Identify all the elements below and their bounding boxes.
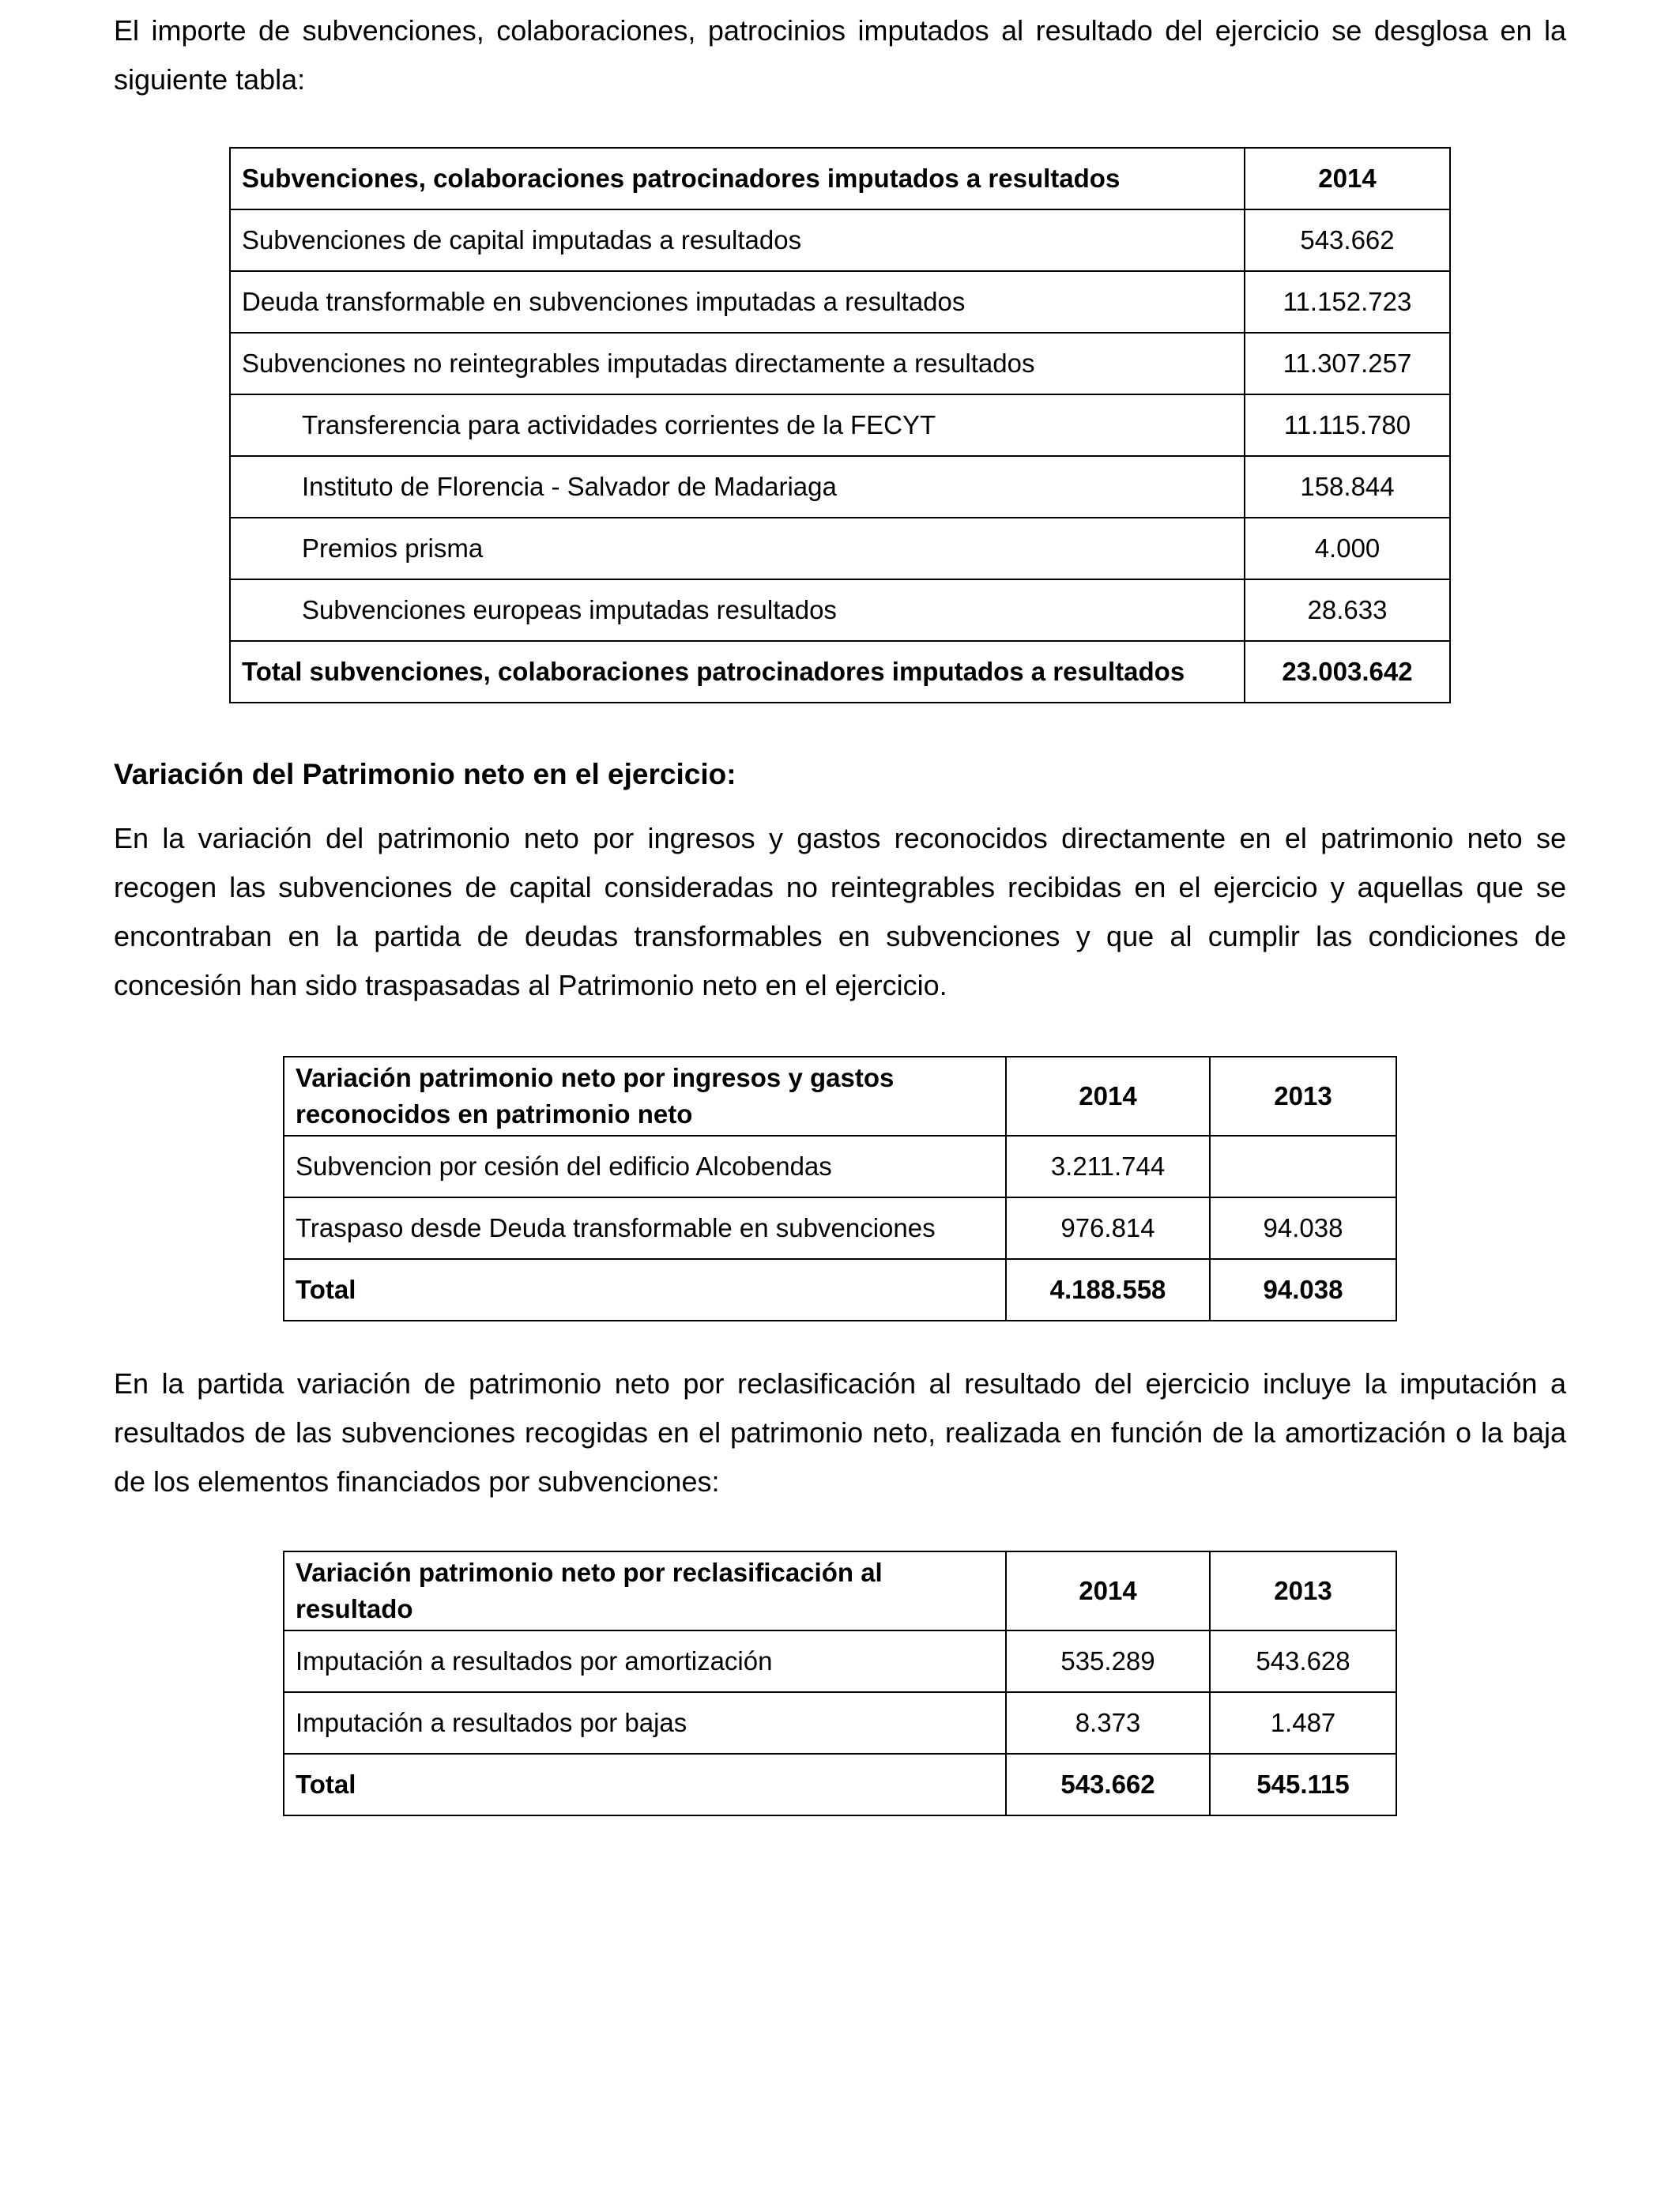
table-row: [230, 394, 1450, 456]
total-label: Total: [284, 1754, 1006, 1815]
total-value-2013: 545.115: [1210, 1754, 1396, 1815]
table-total-row: [284, 1259, 1396, 1321]
table-row: [230, 456, 1450, 518]
table-total-row: [284, 1754, 1396, 1815]
header-year-2013: 2013: [1210, 1057, 1396, 1136]
total-value-2014: 543.662: [1006, 1754, 1210, 1815]
row-value-2014: 976.814: [1006, 1197, 1210, 1259]
row-value: 11.307.257: [1245, 333, 1450, 394]
row-label: Traspaso desde Deuda transformable en subvenciones: [284, 1197, 1006, 1259]
row-value: 158.844: [1245, 456, 1450, 518]
row-label: Subvencion por cesión del edificio Alcobendas: [284, 1136, 1006, 1197]
reclasificacion-table: [283, 1551, 1397, 1816]
row-label: Imputación a resultados por bajas: [284, 1692, 1006, 1754]
table-row: [230, 333, 1450, 394]
table-row: [230, 518, 1450, 579]
table-row: [284, 1136, 1396, 1197]
table-header-row: [284, 1551, 1396, 1630]
header-concept: Subvenciones, colaboraciones patrocinadores imputados a resultados: [230, 148, 1245, 209]
table-row: [284, 1630, 1396, 1692]
total-value-2014: 4.188.558: [1006, 1259, 1210, 1321]
row-value: 11.115.780: [1245, 394, 1450, 456]
subvenciones-table: [229, 147, 1451, 703]
row-value: 543.662: [1245, 209, 1450, 271]
row-value-2013: [1210, 1136, 1396, 1197]
table-header-row: [230, 148, 1450, 209]
row-value-2014: 3.211.744: [1006, 1136, 1210, 1197]
row-value-2013: 94.038: [1210, 1197, 1396, 1259]
row-value: 28.633: [1245, 579, 1450, 641]
header-concept: Variación patrimonio neto por reclasificación al resultado: [284, 1551, 1006, 1630]
row-label: Deuda transformable en subvenciones imputadas a resultados: [230, 271, 1245, 333]
header-year-2014: 2014: [1006, 1551, 1210, 1630]
header-year-2013: 2013: [1210, 1551, 1396, 1630]
table-total-row: [230, 641, 1450, 703]
row-label: Transferencia para actividades corrientes de la FECYT: [230, 394, 1245, 456]
section-heading: Variación del Patrimonio neto en el ejercicio:: [114, 758, 736, 790]
row-label: Instituto de Florencia - Salvador de Madariaga: [230, 456, 1245, 518]
total-value-2013: 94.038: [1210, 1259, 1396, 1321]
table-header-row: [284, 1057, 1396, 1136]
table-row: [230, 271, 1450, 333]
row-value-2013: 1.487: [1210, 1692, 1396, 1754]
row-value: 4.000: [1245, 518, 1450, 579]
total-label: Total subvenciones, colaboraciones patrocinadores imputados a resultados: [230, 641, 1245, 703]
table-row: [284, 1197, 1396, 1259]
header-year-2014: 2014: [1245, 148, 1450, 209]
header-year-2014: 2014: [1006, 1057, 1210, 1136]
row-value-2014: 8.373: [1006, 1692, 1210, 1754]
row-label: Subvenciones europeas imputadas resultados: [230, 579, 1245, 641]
patrimonio-paragraph: En la variación del patrimonio neto por ingresos y gastos reconocidos directamente en el patrimonio neto se recogen las subvenciones de capital consideradas no reintegrables recibidas en el ejercicio y aquellas que se encontraban en la partida de deudas transformables en subvenciones y que al cumplir las condiciones de concesión han sido traspasadas al Patrimonio neto en el ejercicio.: [114, 822, 1566, 1001]
header-concept: Variación patrimonio neto por ingresos y gastos reconocidos en patrimonio neto: [284, 1057, 1006, 1136]
reclasificacion-paragraph: En la partida variación de patrimonio neto por reclasificación al resultado del ejercicio incluye la imputación a resultados de las subvenciones recogidas en el patrimonio neto, realizada en función de la amortización o la baja de los elementos financiados por subvenciones:: [114, 1367, 1566, 1498]
total-label: Total: [284, 1259, 1006, 1321]
table-row: [230, 209, 1450, 271]
row-value-2014: 535.289: [1006, 1630, 1210, 1692]
total-value: 23.003.642: [1245, 641, 1450, 703]
intro-paragraph: El importe de subvenciones, colaboraciones, patrocinios imputados al resultado del ejercicio se desglosa en la siguiente tabla:: [114, 14, 1566, 96]
row-label: Subvenciones no reintegrables imputadas directamente a resultados: [230, 333, 1245, 394]
row-value: 11.152.723: [1245, 271, 1450, 333]
ingresos-gastos-table: [283, 1056, 1397, 1321]
table-row: [230, 579, 1450, 641]
row-label: Subvenciones de capital imputadas a resultados: [230, 209, 1245, 271]
row-label: Imputación a resultados por amortización: [284, 1630, 1006, 1692]
table-row: [284, 1692, 1396, 1754]
row-value-2013: 543.628: [1210, 1630, 1396, 1692]
row-label: Premios prisma: [230, 518, 1245, 579]
